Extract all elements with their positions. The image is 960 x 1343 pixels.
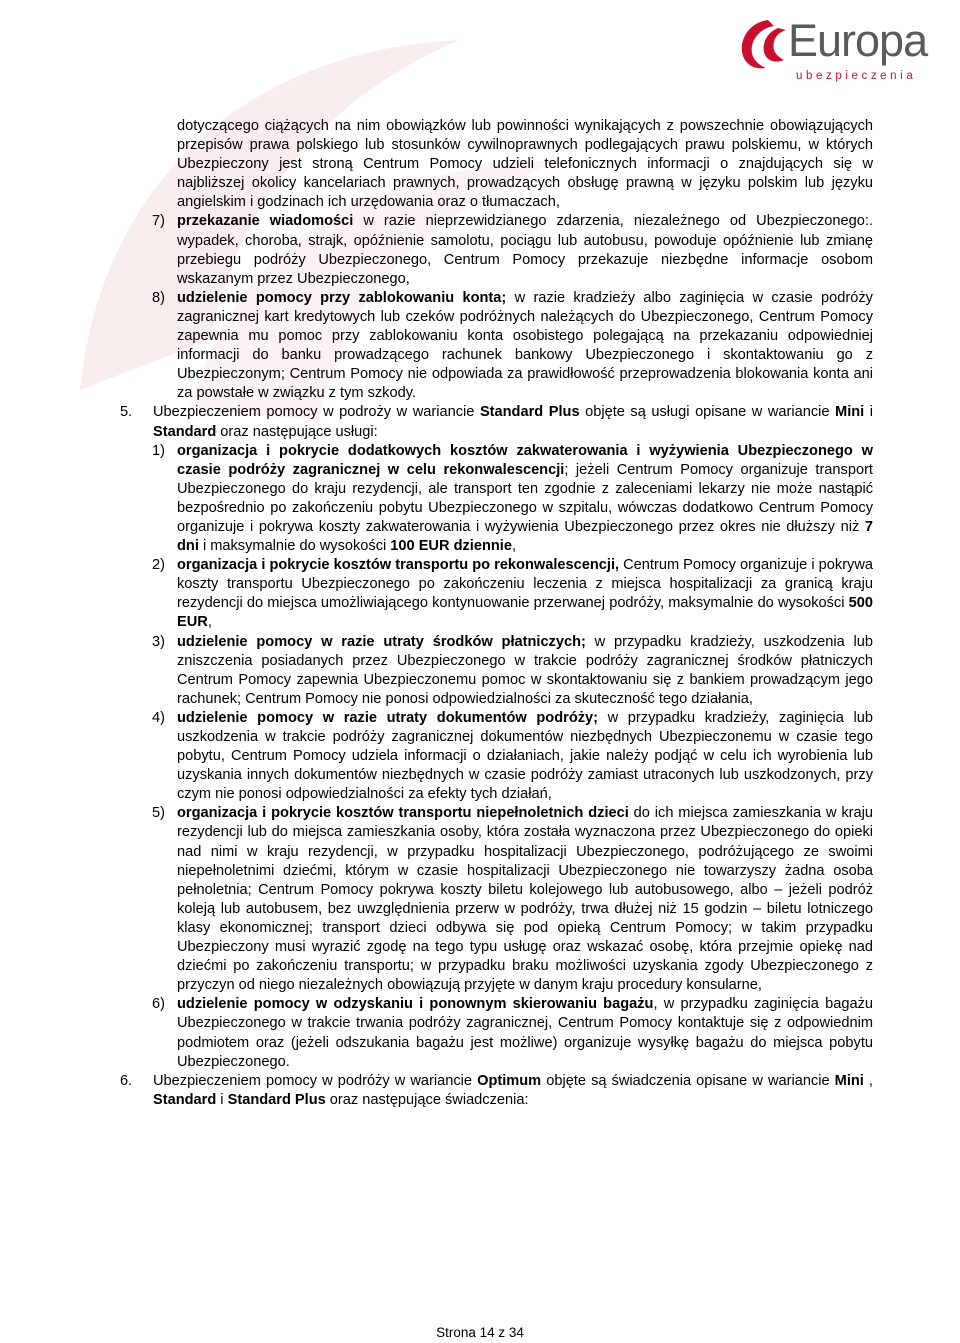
brand-name: Europa (788, 15, 928, 66)
items-list-a (152, 212, 873, 403)
item-number: 7) (152, 213, 165, 230)
items-list-b (152, 442, 873, 1072)
list-item: 4) udzielenie pomocy w razie utraty dokumentów podróży; w przypadku kradzieży, zaginięcia lub uszkodzenia w trakcie podróży zagranicznej dokumentów niezbędnych Ubezpieczonemu w czasie tego pobytu, Centrum Pomocy udziela informacji o działaniach, jakie należy podjąć w celu ich wyrobienia lub uzyskania innych dokumentów niezbędnych w czasie podróży zamiast utraconych lub uszkodzonych, przy czym nie ponosi odpowiedzialności za efekty tych działań, (152, 709, 873, 804)
list-item: 5) organizacja i pokrycie kosztów transportu niepełnoletnich dzieci do ich miejsca zamieszkania w kraju rezydencji lub do miejsca zamieszkania osoby, która została wyznaczona przez Ubezpieczonego do opieki nad nimi w kraju rezydencji, w przypadku hospitalizacji Ubezpieczonego, podróżującego ze swoimi niepełnoletnimi dziećmi, którym w czasie hospitalizacji Ubezpieczonego nie towarzyszy żadna osoba pełnoletnia; Centrum Pomocy pokrywa koszty biletu kolejowego lub autobusowego, albo – jeżeli podróż koleją lub autobusem, bez uwzględnienia przerw w podróży, trwa dłużej niż 15 godzin – biletu lotniczego klasy ekonomicznej; transport dzieci odbywa się pod opieką Centrum Pomocy; w takim przypadku Ubezpieczony musi wyrazić zgodę na tego typu usługę oraz wskazać osobę, która przejmie opiekę nad dziećmi po zakończeniu transportu; w przypadku braku możliwości uzyskania zgody Ubezpieczonego z przyczyn od niego niezależnych obowiązują przyjęte w danym kraju procedury konsularne, (152, 804, 873, 995)
item-number: 8) (152, 289, 165, 306)
section-6: 6. Ubezpieczeniem pomocy w podróży w wariancie Optimum objęte są świadczenia opisane w wariancie Mini , Standard i Standard Plus oraz następujące świadczenia: (120, 1072, 873, 1110)
section-number: 5. (120, 404, 133, 421)
item-number: 1) (152, 442, 165, 459)
europa-logo (738, 16, 950, 84)
section-5: 5. Ubezpieczeniem pomocy w podroży w wariancie Standard Plus objęte są usługi opisane w wariancie Mini i Standard oraz następujące usługi: (120, 403, 873, 441)
list-item: 7) przekazanie wiadomości w razie nieprzewidzianego zdarzenia, niezależnego od Ubezpieczonego:. wypadek, choroba, strajk, opóźnienie samolotu, pociągu lub autobusu, powoduje opóźnienie lub zmianę przebiegu podróży Ubezpieczonego, Centrum Pomocy przekazuje niezbędne informacje osobom wskazanym przez Ubezpieczonego, (152, 212, 873, 288)
list-item: 3) udzielenie pomocy w razie utraty środków płatniczych; w przypadku kradzieży, uszkodzenia lub zniszczenia posiadanych przez Ubezpieczonego w trakcie podróży zagranicznej środków płatniczych Centrum Pomocy zapewnia Ubezpieczonemu pomoc w skontaktowaniu się z bankiem prowadzącym jego rachunek; Centrum Pomocy nie ponosi odpowiedzialności za skuteczność tego działania, (152, 633, 873, 709)
document-body (120, 117, 873, 1110)
item-number: 2) (152, 557, 165, 574)
intro-paragraph: dotyczącego ciążących na nim obowiązków lub powinności wynikających z powszechnie obowiązujących przepisów prawa polskiego lub stosunków cywilnoprawnych podlegających prawu polskiemu, w których Ubezpieczony jest stroną Centrum Pomocy udzieli telefonicznych informacji o znajdujących się w najbliższej okolicy kancelariach prawnych, prowadzących obsługę prawną w języku polskim lub języku angielskim i godzinach ich urzędowania oraz o tłumaczach, (177, 118, 873, 211)
item-number: 5) (152, 805, 165, 822)
page-number: Strona 14 z 34 (436, 1325, 524, 1340)
item-number: 6) (152, 996, 165, 1013)
brand-subtitle: ubezpieczenia (796, 70, 917, 82)
item-number: 4) (152, 709, 165, 726)
list-item: 2) organizacja i pokrycie kosztów transportu po rekonwalescencji, Centrum Pomocy organizuje i pokrywa koszty transportu Ubezpieczonego po zakończeniu leczenia z miejsca hospitalizacji za granicą kraju rezydencji do miejsca umożliwiającego kontynuowanie przerwanej podróży, maksymalnie do wysokości 500 EUR, (152, 556, 873, 632)
swirl-logo-icon (738, 16, 790, 72)
list-item: 1) organizacja i pokrycie dodatkowych kosztów zakwaterowania i wyżywienia Ubezpieczonego w czasie podróży zagranicznej w celu rekonwalescencji; jeżeli Centrum Pomocy organizuje transport Ubezpieczonego do kraju rezydencji, ale transport ten zgodnie z zaleceniami lekarzy nie może nastąpić bezpośrednio po zakończeniu pobytu Ubezpieczonego w szpitalu, wówczas dodatkowo Centrum Pomocy organizuje i pokrywa koszty zakwaterowania i wyżywienia Ubezpieczonego przez okres nie dłuższy niż 7 dni i maksymalnie do wysokości 100 EUR dziennie, (152, 442, 873, 557)
item-number: 3) (152, 633, 165, 650)
list-item: 8) udzielenie pomocy przy zablokowaniu konta; w razie kradzieży albo zaginięcia w czasie podróży zagranicznej kart kredytowych lub czeków podróżnych należących do Ubezpieczonego, Centrum Pomocy zapewnia mu pomoc przy zablokowaniu konta osobistego polegającą na przekazaniu odpowiedniej informacji do banku prowadzącego rachunek bankowy Ubezpieczonego i skontaktowaniu go z Ubezpieczonym; Centrum Pomocy nie odpowiada za prawidłowość przeprowadzenia blokowania konta ani za powstałe w związku z tym szkody. (152, 289, 873, 404)
list-item: 6) udzielenie pomocy w odzyskaniu i ponownym skierowaniu bagażu, w przypadku zaginięcia bagażu Ubezpieczonego w trakcie trwania podróży zagranicznej, Centrum Pomocy kontaktuje się z odpowiednim podmiotem oraz (jeżeli odszukania bagażu jest możliwe) organizuje wysyłkę bagażu do miejsca pobytu Ubezpieczonego. (152, 995, 873, 1071)
section-number: 6. (120, 1072, 133, 1089)
